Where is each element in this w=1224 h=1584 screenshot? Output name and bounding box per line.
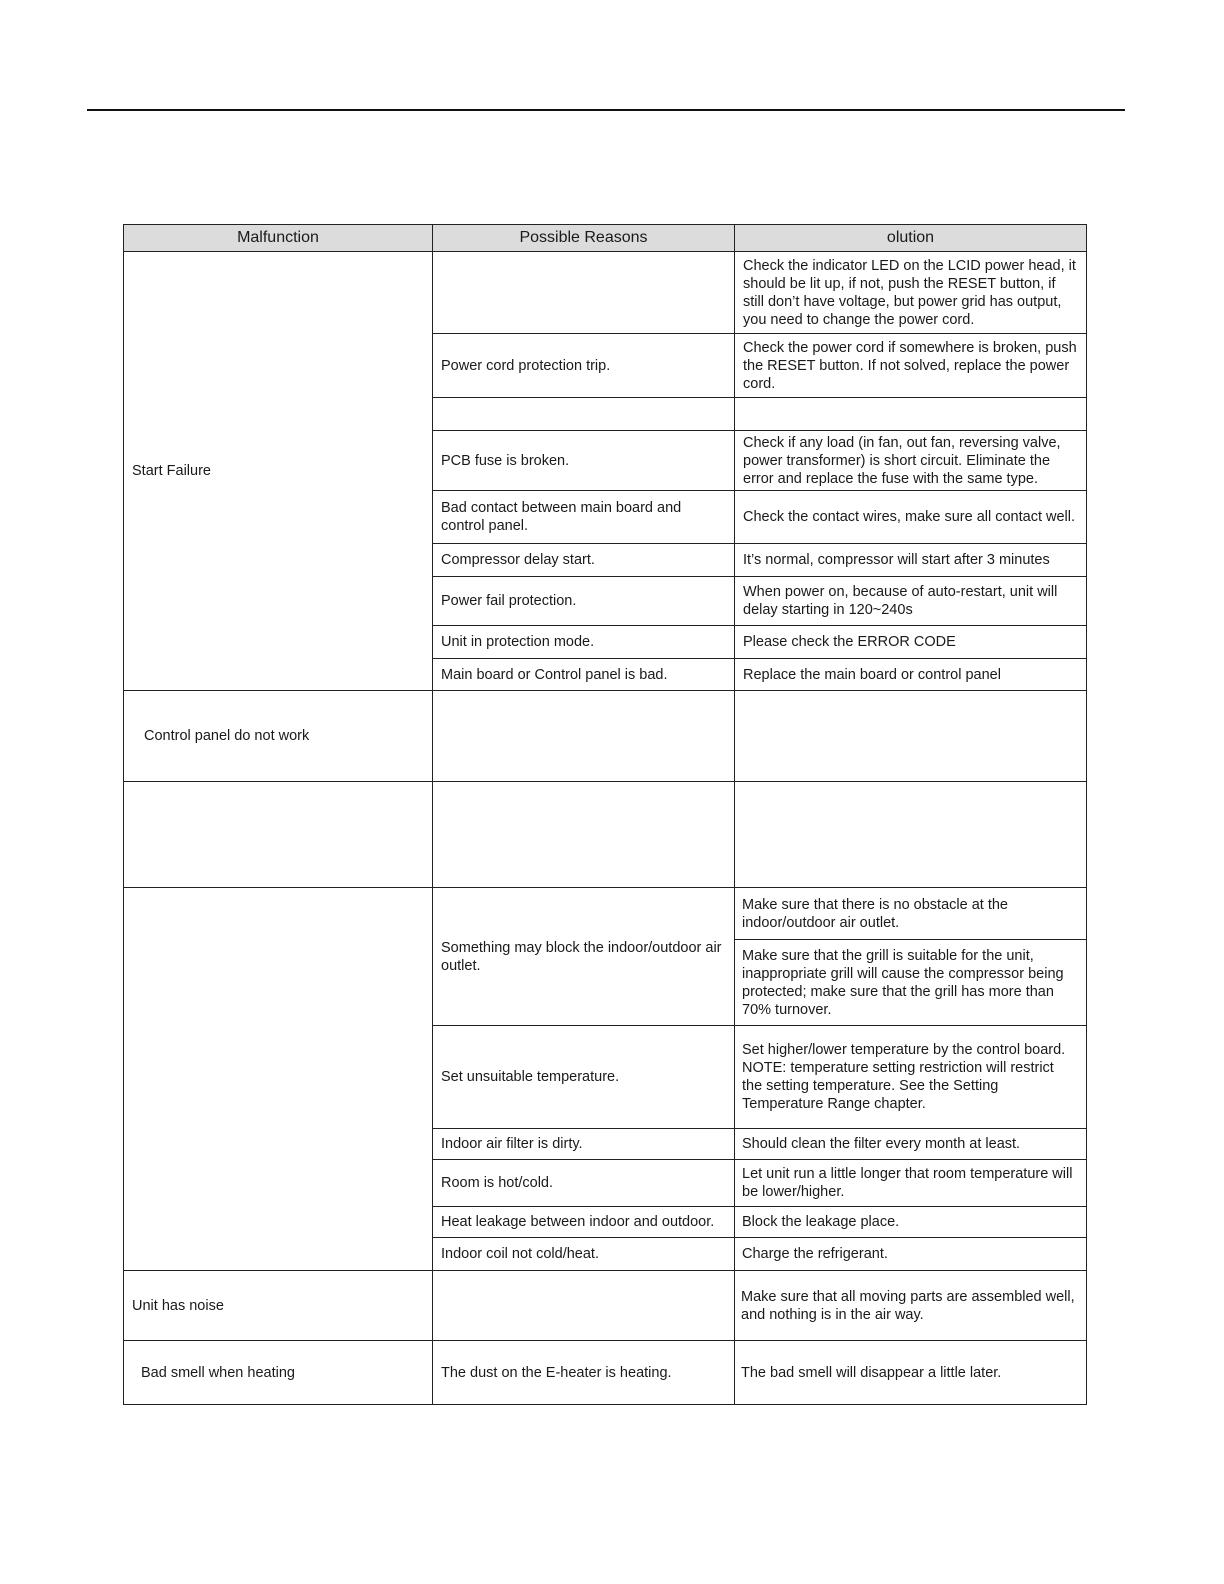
reason-cell: Indoor air filter is dirty. [433, 1129, 735, 1160]
header-solution: olution [735, 225, 1087, 252]
solution-cell: Make sure that the grill is suitable for the unit, inappropriate grill will cause the compressor being protected; make sure that the grill has more than 70% turnover. [735, 940, 1087, 1026]
solution-cell: It’s normal, compressor will start after 3 minutes [735, 544, 1087, 577]
table-row [124, 1341, 1087, 1405]
table-row [124, 782, 1087, 888]
table-row [124, 888, 1087, 940]
solution-cell: Block the leakage place. [735, 1207, 1087, 1238]
table-row [124, 252, 1087, 334]
solution-cell: Make sure that all moving parts are assembled well, and nothing is in the air way. [735, 1271, 1087, 1341]
solution-cell [735, 691, 1087, 782]
reason-cell: Power fail protection. [433, 577, 735, 626]
table-row [124, 691, 1087, 782]
solution-cell: Charge the refrigerant. [735, 1238, 1087, 1271]
solution-cell: Check if any load (in fan, out fan, reversing valve, power transformer) is short circuit. Eliminate the error and replace the fuse with the same type. [735, 431, 1087, 491]
reason-cell: Main board or Control panel is bad. [433, 659, 735, 691]
reason-cell: PCB fuse is broken. [433, 431, 735, 491]
reason-cell: Compressor delay start. [433, 544, 735, 577]
reason-cell [433, 782, 735, 888]
reason-cell: Unit in protection mode. [433, 626, 735, 659]
table-header-row [124, 225, 1087, 252]
solution-cell: The bad smell will disappear a little later. [735, 1341, 1087, 1405]
solution-cell: Check the contact wires, make sure all contact well. [735, 491, 1087, 544]
malfunction-control-panel: Control panel do not work [124, 691, 433, 782]
table-row [124, 1271, 1087, 1341]
reason-cell: Set unsuitable temperature. [433, 1026, 735, 1129]
reason-cell: Something may block the indoor/outdoor air outlet. [433, 888, 735, 1026]
solution-cell: When power on, because of auto-restart, unit will delay starting in 120~240s [735, 577, 1087, 626]
solution-cell: Replace the main board or control panel [735, 659, 1087, 691]
reason-cell [433, 1271, 735, 1341]
malfunction-cell [124, 888, 433, 1271]
header-possible-reasons: Possible Reasons [433, 225, 735, 252]
solution-cell: Please check the ERROR CODE [735, 626, 1087, 659]
malfunction-bad-smell: Bad smell when heating [124, 1341, 433, 1405]
solution-cell: Should clean the filter every month at least. [735, 1129, 1087, 1160]
malfunction-unit-noise: Unit has noise [124, 1271, 433, 1341]
reason-cell: Room is hot/cold. [433, 1160, 735, 1207]
solution-cell: Let unit run a little longer that room temperature will be lower/higher. [735, 1160, 1087, 1207]
troubleshooting-table [123, 224, 1087, 1405]
solution-cell [735, 398, 1087, 431]
reason-cell [433, 398, 735, 431]
reason-cell: The dust on the E-heater is heating. [433, 1341, 735, 1405]
solution-cell [735, 782, 1087, 888]
reason-cell: Bad contact between main board and control panel. [433, 491, 735, 544]
header-rule [87, 109, 1125, 111]
reason-cell: Power cord protection trip. [433, 334, 735, 398]
reason-cell: Heat leakage between indoor and outdoor. [433, 1207, 735, 1238]
solution-cell: Check the indicator LED on the LCID power head, it should be lit up, if not, push the RESET button, if still don’t have voltage, but power grid has output, you need to change the power cord. [735, 252, 1087, 334]
header-malfunction: Malfunction [124, 225, 433, 252]
solution-cell: Set higher/lower temperature by the control board. NOTE: temperature setting restriction will restrict the setting temperature. See the Setting Temperature Range chapter. [735, 1026, 1087, 1129]
solution-cell: Make sure that there is no obstacle at the indoor/outdoor air outlet. [735, 888, 1087, 940]
reason-cell: Indoor coil not cold/heat. [433, 1238, 735, 1271]
malfunction-cell [124, 782, 433, 888]
reason-cell [433, 252, 735, 334]
reason-cell [433, 691, 735, 782]
malfunction-start-failure: Start Failure [124, 252, 433, 691]
solution-cell: Check the power cord if somewhere is broken, push the RESET button. If not solved, replace the power cord. [735, 334, 1087, 398]
